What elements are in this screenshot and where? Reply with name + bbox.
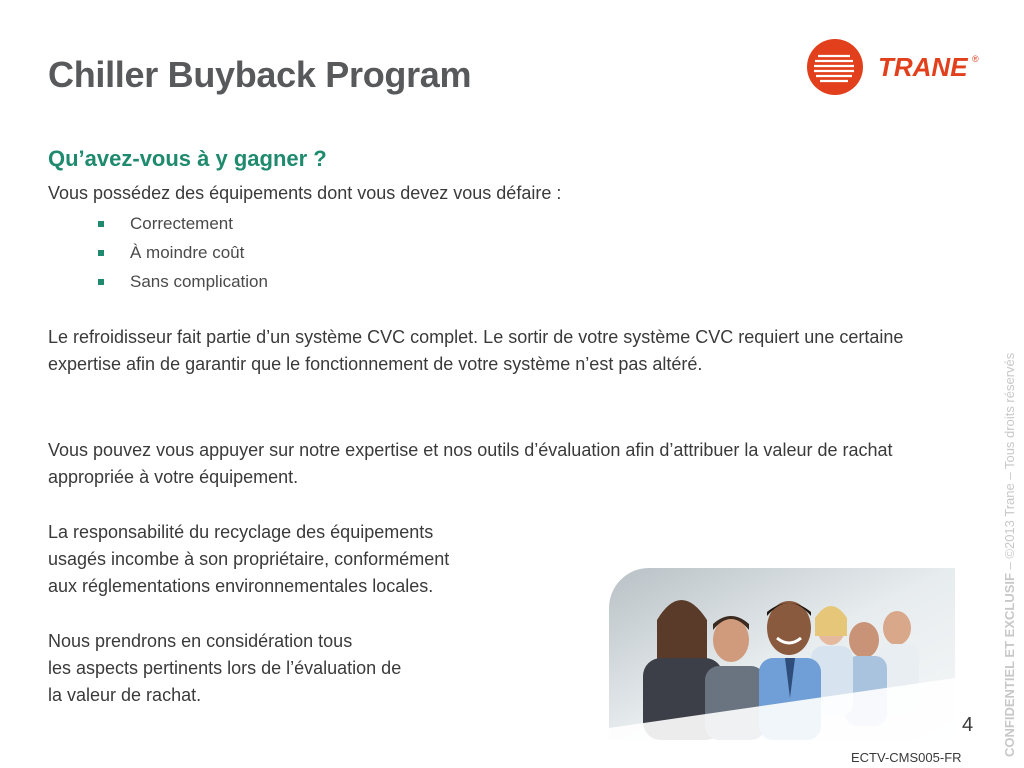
trane-circle-logo-icon (806, 38, 986, 98)
bullet-square-icon (98, 221, 104, 227)
page-number: 4 (962, 714, 974, 736)
paragraph-expertise: Vous pouvez vous appuyer sur notre expertise et nos outils d’évaluation afin d’attribuer la valeur de rachat appropriée à votre équipement. (48, 440, 893, 487)
bullet-text: Sans complication (130, 272, 268, 291)
paragraph-line: usagés incombe à son propriétaire, conformément (48, 549, 450, 569)
paragraph-chiller-system: Le refroidisseur fait partie d’un système CVC complet. Le sortir de votre système CVC requiert une certaine expertise afin de garantir que le fonctionnement de votre système n’est pas altéré. (48, 327, 904, 374)
confidential-label: CONFIDENTIEL ET EXCLUSIF (1002, 573, 1017, 757)
slide-title: Chiller Buyback Program (48, 54, 472, 95)
bullet-square-icon (98, 250, 104, 256)
paragraph-line: aux réglementations environnementales locales. (48, 576, 434, 596)
bullet-square-icon (98, 279, 104, 285)
bullet-item (96, 212, 268, 241)
copyright-text: – ©2013 Trane – Tous droits réservés (1002, 352, 1017, 574)
paragraph-recycling (48, 519, 588, 600)
paragraph-line: Nous prendrons en considération tous (48, 631, 353, 651)
confidential-notice (1002, 353, 1017, 757)
logo-registered: ® (972, 54, 979, 64)
trane-logo (806, 38, 986, 98)
bullet-item (96, 270, 268, 299)
bullet-text: À moindre coût (130, 243, 245, 262)
logo-wordmark: TRANE (878, 52, 968, 82)
paragraph-line: la valeur de rachat. (48, 685, 202, 705)
bullet-item (96, 241, 268, 270)
bullet-text: Correctement (130, 214, 233, 233)
bullet-list (96, 212, 268, 299)
intro-text: Vous possédez des équipements dont vous devez vous défaire : (48, 183, 562, 203)
paragraph-line: les aspects pertinents lors de l’évaluation de (48, 658, 402, 678)
paragraph-evaluation (48, 628, 568, 709)
paragraph-line: La responsabilité du recyclage des équipements (48, 522, 434, 542)
section-subtitle: Qu’avez-vous à y gagner ? (48, 146, 327, 171)
business-meeting-photo (609, 568, 955, 740)
document-code: ECTV-CMS005-FR (851, 750, 962, 765)
